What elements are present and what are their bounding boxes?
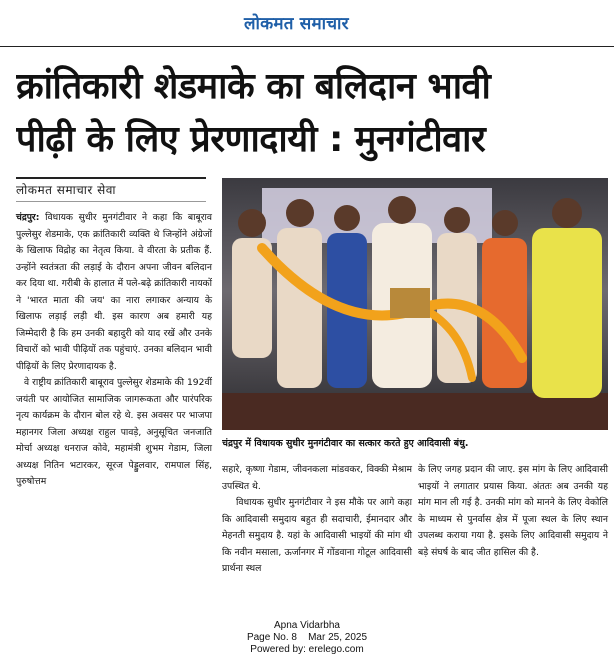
headline bbox=[16, 60, 606, 166]
paragraph-1 bbox=[16, 210, 212, 375]
article-photo bbox=[222, 178, 608, 430]
paragraph-1-text: विधायक सुधीर मुनगंटीवार ने कहा कि बाबूराव पुल्लेसुर शेडमाके, एक क्रांतिकारी व्यक्ति थे जिन्होंने अंग्रेजों के खिलाफ विद्रोह का नेतृत्व किया. वे वीरता के प्रतीक हैं. उन्होंने स्वतंत्रता की लड़ाई के दौरान अपना जीवन बलिदान कर दिया था. गरीबी के हालात में पले-बढ़े क्रांतिकारी नायकों ने 'भारत माता की जय' का नारा लगाकर अन्याय के खिलाफ लड़ाई लड़ी थी. इस कारण अब हमारी यह जिम्मेदारी है कि हम उनकी बहादुरी को याद रखें और उनके विचारों को भावी पीढ़ियों तक पहुंचाएं. उनका बलिदान भावी पीढ़ियों के लिए प्रेरणादायक है. bbox=[16, 212, 212, 372]
dateline: चंद्रपुर: bbox=[16, 212, 40, 223]
masthead bbox=[0, 0, 614, 47]
article-column-1 bbox=[16, 210, 212, 491]
article-column-2 bbox=[222, 462, 412, 578]
headline-line-2: पीढ़ी के लिए प्रेरणादायी : मुनगंटीवार bbox=[16, 119, 486, 160]
paragraph-3: सहारे, कृष्णा गेडाम, जीवनकला मांडवकर, विक्की मेश्राम उपस्थित थे. bbox=[222, 464, 412, 492]
news-service-byline: लोकमत समाचार सेवा bbox=[16, 177, 206, 202]
paragraph-4: विधायक सुधीर मुनगंटीवार ने इस मौके पर आगे कहा कि आदिवासी समुदाय बहुत ही सदाचारी, ईमानदार और मेहनती समुदाय है. यहां के आदिवासी भाइयों की मांग थी कि नवीन मसाला, ऊर्जानगर में गोंडवाना गोटूल आदिवासी प्रार्थना स्थल bbox=[222, 497, 412, 574]
felicitation-photo-image bbox=[222, 178, 608, 430]
headline-line-1: क्रांतिकारी शेडमाके का बलिदान भावी bbox=[16, 66, 491, 107]
page-footer bbox=[0, 620, 614, 656]
footer-powered-by: Powered by: erelego.com bbox=[250, 644, 364, 655]
article-column-3 bbox=[418, 462, 608, 561]
photo-caption: चंद्रपुर में विधायक सुधीर मुनगंटीवार का सत्कार करते हुए आदिवासी बंधु. bbox=[222, 438, 469, 449]
masthead-title: लोकमत समाचार bbox=[244, 14, 349, 34]
footer-edition: Apna Vidarbha bbox=[274, 620, 340, 631]
footer-page-info: Page No. 8 Mar 25, 2025 bbox=[246, 632, 368, 643]
paragraph-5: के लिए जगह प्रदान की जाए. इस मांग के लिए आदिवासी भाइयों ने लगातार प्रयास किया. अंततः अब उनकी यह मांग मान ली गई है. उनकी मांग को मानने के लिए वेकोलि के माध्यम से पुनर्वास क्षेत्र में पूजा स्थल के लिए स्थान उपलब्ध कराया गया है. इसके लिए आदिवासी समुदाय ने बड़े संघर्ष के बाद जीत हासिल की है. bbox=[418, 464, 608, 558]
paragraph-2: वे राष्ट्रीय क्रांतिकारी बाबूराव पुल्लेसुर शेडमाके की 192वीं जयंती पर आयोजित सामाजिक जागरूकता और पारंपरिक नृत्य कार्यक्रम के दौरान बोल रहे थे. इस अवसर पर भाजपा महानगर जिला अध्यक्ष राहुल पावड़े, अनुसूचित जनजाति मोर्चा अध्यक्ष धनराज कोवे, महामंत्री शुभम गेडाम, जिला अध्यक्ष नितिन भटारकर, सूरज पेड्डुलवार, रामपाल सिंह, पुरुषोत्तम bbox=[16, 377, 212, 487]
